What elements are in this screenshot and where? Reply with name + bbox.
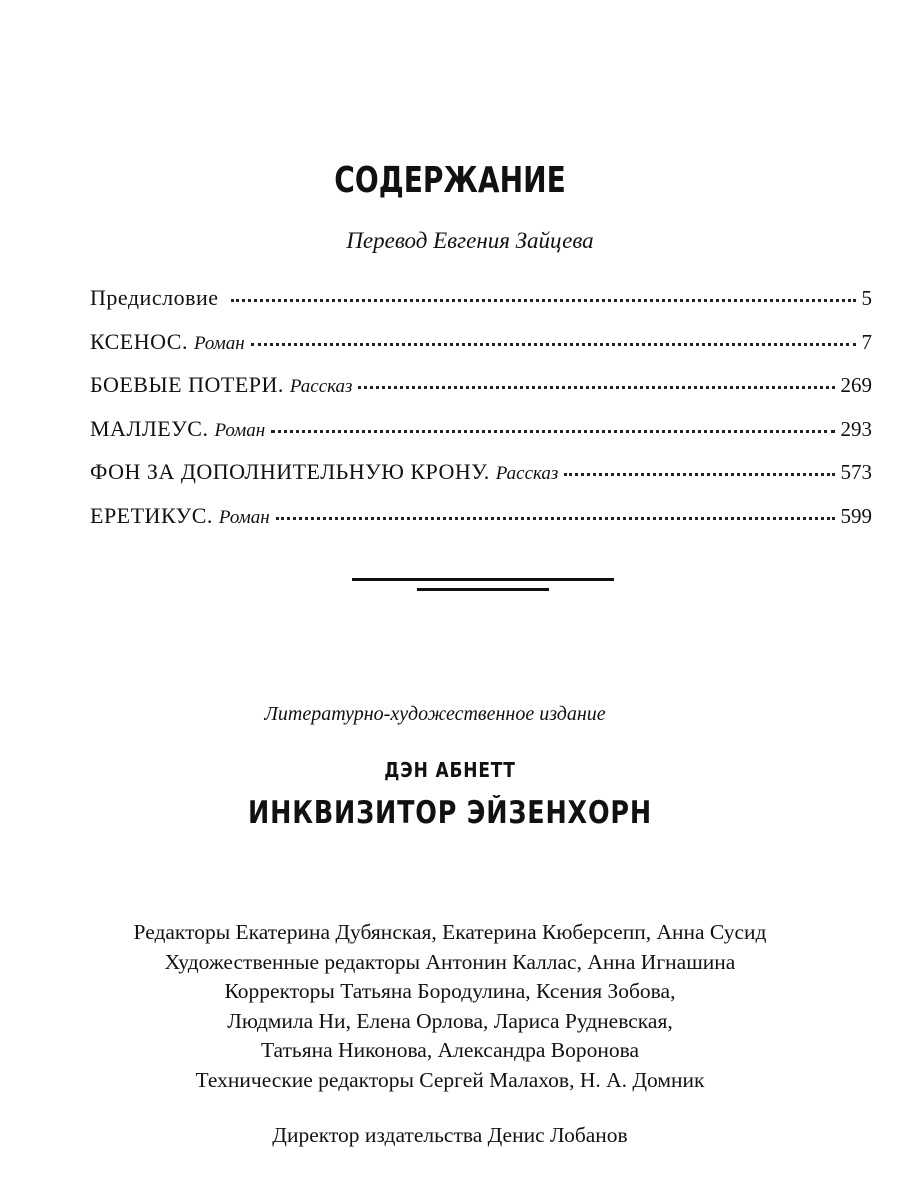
dot-leader xyxy=(271,429,834,433)
table-of-contents xyxy=(90,285,872,546)
publisher-director: Директор издательства Денис Лобанов xyxy=(272,1123,628,1147)
toc-entry-page: 599 xyxy=(840,503,872,528)
dot-leader xyxy=(276,516,835,520)
contents-heading: СОДЕРЖАНИЕ xyxy=(334,160,566,201)
toc-entry-genre: Рассказ xyxy=(289,376,353,397)
credits-block xyxy=(0,918,900,1095)
credits-line: Художественные редакторы Антонин Каллас, Анна Игнашина xyxy=(164,949,736,974)
dot-leader xyxy=(251,342,856,346)
toc-entry-page: 5 xyxy=(861,286,872,310)
credits-line: Людмила Ни, Елена Орлова, Лариса Рудневская, xyxy=(227,1008,673,1033)
toc-entry-page: 573 xyxy=(840,460,872,484)
toc-entry-page: 269 xyxy=(840,373,872,397)
toc-entry-title: БОЕВЫЕ ПОТЕРИ. xyxy=(90,372,284,397)
divider-rule-long xyxy=(352,578,614,581)
toc-entry-title: ЕРЕТИКУС. xyxy=(90,502,213,528)
divider-rule-short xyxy=(417,588,549,591)
toc-entry xyxy=(90,459,872,503)
credits-line: Татьяна Никонова, Александра Воронова xyxy=(260,1038,640,1062)
dot-leader xyxy=(358,385,834,389)
book-title: ИНКВИЗИТОР ЭЙЗЕНХОРН xyxy=(248,795,652,831)
translator-note: Перевод Евгения Зайцева xyxy=(346,228,594,253)
author-name: ДЭН АБНЕТТ xyxy=(384,758,516,782)
toc-entry-genre: Роман xyxy=(214,419,266,441)
dot-leader xyxy=(231,298,856,302)
credits-line: Технические редакторы Сергей Малахов, Н. А. Домник xyxy=(195,1067,705,1092)
toc-entry-title: ФОН ЗА ДОПОЛНИТЕЛЬНУЮ КРОНУ. xyxy=(90,459,490,484)
toc-entry xyxy=(90,503,872,547)
toc-entry-genre: Рассказ xyxy=(495,463,559,484)
toc-entry-genre: Роман xyxy=(218,506,270,528)
toc-entry xyxy=(90,285,872,329)
toc-entry xyxy=(90,416,872,460)
toc-entry-title: МАЛЛЕУС. xyxy=(90,415,209,441)
toc-entry-genre: Роман xyxy=(193,332,245,354)
credits-line: Корректоры Татьяна Бородулина, Ксения Зобова, xyxy=(224,979,676,1003)
toc-entry-page: 293 xyxy=(840,416,872,441)
dot-leader xyxy=(564,472,834,476)
toc-entry-title: КСЕНОС. xyxy=(90,328,188,354)
edition-type: Литературно-художественное издание xyxy=(264,703,606,725)
toc-entry-page: 7 xyxy=(861,329,872,354)
toc-entry xyxy=(90,329,872,373)
credits-line: Редакторы Екатерина Дубянская, Екатерина Кюберсепп, Анна Сусид xyxy=(133,920,767,944)
toc-entry-title: Предисловие xyxy=(90,285,219,310)
toc-entry xyxy=(90,372,872,416)
